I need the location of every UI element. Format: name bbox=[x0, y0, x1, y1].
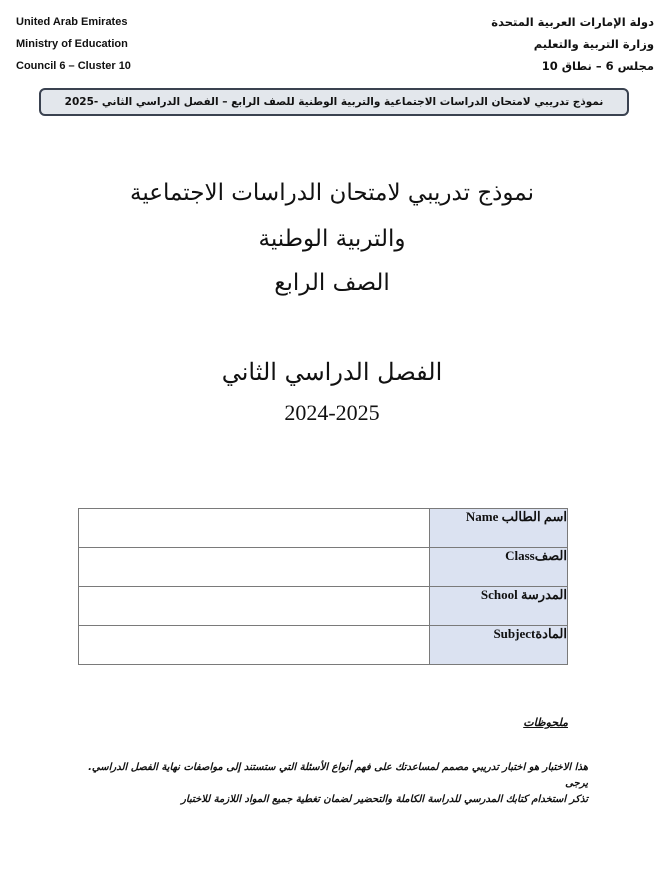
row-school bbox=[79, 587, 568, 626]
subject-label-en: Subject bbox=[493, 626, 536, 641]
subject-label-ar: المادة bbox=[535, 626, 567, 641]
school-label-ar: المدرسة bbox=[520, 587, 567, 602]
notes-line-2: تذكر استخدام كتابك المدرسي للدراسة الكاملة والتحضير لضمان تغطية جميع المواد اللازمة للاختبار bbox=[181, 794, 588, 805]
notes-line-1: هذا الاختبار هو اختبار تدريبي مصمم لمساعدتك على فهم أنواع الأسئلة التي ستستند إلى مواصفات نهاية الفصل الدراسي. يرجى bbox=[88, 762, 588, 789]
name-label bbox=[430, 509, 568, 548]
school-label-en: School bbox=[480, 587, 518, 602]
country-name-en: United Arab Emirates bbox=[16, 16, 128, 28]
title-line-1: نموذج تدريبي لامتحان الدراسات الاجتماعية bbox=[130, 180, 534, 206]
student-info-table bbox=[78, 508, 568, 665]
header-arabic bbox=[491, 11, 654, 77]
academic-year: 2024-2025 bbox=[284, 400, 380, 425]
ministry-name-en: Ministry of Education bbox=[16, 38, 128, 50]
subject-label bbox=[430, 626, 568, 665]
class-label bbox=[430, 548, 568, 587]
country-name-ar: دولة الإمارات العربية المتحدة bbox=[491, 15, 654, 29]
class-label-en: Class bbox=[505, 548, 535, 563]
class-field[interactable] bbox=[79, 548, 430, 587]
header-english bbox=[16, 11, 131, 77]
council-cluster-en: Council 6 – Cluster 10 bbox=[16, 60, 131, 72]
row-class bbox=[79, 548, 568, 587]
class-label-ar: الصف bbox=[534, 548, 567, 563]
school-label bbox=[430, 587, 568, 626]
subject-field[interactable] bbox=[79, 626, 430, 665]
row-subject bbox=[79, 626, 568, 665]
school-field[interactable] bbox=[79, 587, 430, 626]
notes-title: ملحوظات bbox=[523, 716, 568, 729]
council-cluster-ar: مجلس 6 – نطاق 10 bbox=[541, 59, 654, 73]
ministry-name-ar: وزارة التربية والتعليم bbox=[533, 37, 654, 51]
name-label-ar: اسم الطالب bbox=[501, 509, 567, 524]
title-line-2: والتربية الوطنية bbox=[258, 226, 406, 252]
row-name bbox=[79, 509, 568, 548]
notes-body bbox=[80, 760, 588, 808]
name-label-en: Name bbox=[465, 509, 499, 524]
grade-title: الصف الرابع bbox=[274, 270, 390, 296]
semester-title: الفصل الدراسي الثاني bbox=[221, 358, 443, 386]
name-field[interactable] bbox=[79, 509, 430, 548]
exam-banner: نموذج تدريبي لامتحان الدراسات الاجتماعية والتربية الوطنية للصف الرابع – الفصل الدراسي الثاني -2025 bbox=[39, 88, 629, 116]
